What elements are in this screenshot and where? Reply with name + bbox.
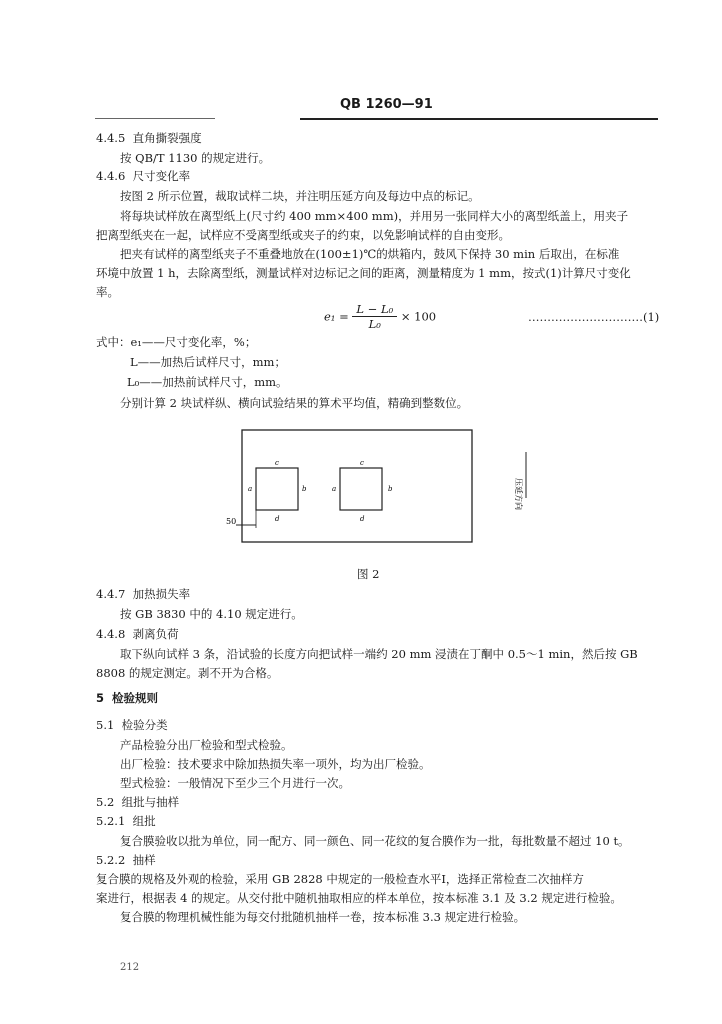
paragraph: 出厂检验：技术要求中除加热损失率一项外，均为出厂检验。 [120, 757, 431, 771]
section-title: 组批 [132, 814, 156, 828]
section-5-2-1-heading [96, 814, 156, 828]
section-5-1-heading [96, 718, 168, 732]
formula [324, 302, 436, 331]
section-title: 尺寸变化率 [132, 169, 191, 183]
paragraph: 将每块试样放在离型纸上(尺寸约 400 mm×400 mm)，并用另一张同样大小的离型纸盖上，用夹子 [120, 209, 629, 223]
paragraph: 把夹有试样的离型纸夹子不重叠地放在(100±1)℃的烘箱内，鼓风下保持 30 min 后取出，在标准 [120, 247, 620, 261]
direction-label: 压延方向 [514, 478, 523, 510]
specimen-right [340, 468, 382, 510]
section-number: 4.4.7 [96, 587, 126, 601]
section-number: 5.1 [96, 718, 115, 732]
section-number: 4.4.8 [96, 627, 126, 641]
figure-caption: 图 2 [357, 567, 380, 581]
doc-code: QB 1260—91 [340, 97, 433, 112]
section-number: 4.4.6 [96, 169, 126, 183]
section-4-4-5-body: 按 QB/T 1130 的规定进行。 [120, 151, 271, 165]
formula-fraction [352, 302, 397, 331]
page-number: 212 [120, 962, 140, 973]
paragraph: 复合膜验收以批为单位，同一配方、同一颜色、同一花纹的复合膜作为一批，每批数量不超过 10 t。 [120, 834, 630, 848]
label-c-right: c [360, 459, 364, 467]
section-number: 5.2 [96, 795, 115, 809]
section-title: 剥离负荷 [132, 627, 179, 641]
label-a-left: a [248, 485, 253, 493]
specimen-left [256, 468, 298, 510]
section-title: 组批与抽样 [121, 795, 180, 809]
paragraph: 型式检验：一般情况下至少三个月进行一次。 [120, 776, 350, 790]
paragraph: 分别计算 2 块试样纵、横向试验结果的算术平均值，精确到整数位。 [120, 396, 469, 410]
label-c-left: c [275, 459, 279, 467]
label-a-right: a [332, 485, 337, 493]
variable-definition: L——加热后试样尺寸，mm； [130, 355, 286, 369]
section-5-2-2-heading [96, 853, 156, 867]
equation-number: …………………………(1) [528, 310, 660, 324]
chapter-5-heading [96, 691, 158, 705]
section-title: 加热损失率 [132, 587, 191, 601]
paragraph: 环境中放置 1 h，去除离型纸，测量试样对边标记之间的距离，测量精度为 1 mm，按式(1)计算尺寸变化 [96, 266, 631, 280]
header-rule-left [95, 118, 215, 119]
formula-denominator: L₀ [368, 317, 381, 331]
section-4-4-5-heading [96, 131, 202, 145]
label-b-right: b [388, 485, 393, 493]
formula-numerator: L − L₀ [352, 302, 397, 317]
paragraph: 率。 [96, 285, 119, 299]
paragraph: 取下纵向试样 3 条，沿试验的长度方向把试样一端约 20 mm 浸渍在丁酮中 0.5～1 min，然后按 GB [120, 647, 638, 661]
paragraph: 案进行，根据表 4 的规定。从交付批中随机抽取相应的样本单位，按本标准 3.1 及 3.2 规定进行检验。 [96, 891, 622, 905]
section-4-4-8-heading [96, 627, 179, 641]
figure-2-diagram [222, 428, 542, 550]
label-d-left: d [275, 515, 280, 523]
paragraph: 复合膜的规格及外观的检验，采用 GB 2828 中规定的一般检查水平Ⅰ，选择正常检查二次抽样方 [96, 872, 584, 886]
section-4-4-7-heading [96, 587, 190, 601]
label-b-left: b [302, 485, 307, 493]
section-title: 直角撕裂强度 [132, 131, 202, 145]
header-rule-right [300, 118, 658, 120]
label-d-right: d [360, 515, 365, 523]
dimension-label: 50 [226, 517, 237, 526]
section-4-4-7-body: 按 GB 3830 中的 4.10 规定进行。 [120, 607, 303, 621]
section-5-2-heading [96, 795, 179, 809]
sheet-outline [242, 430, 472, 542]
section-title: 检验规则 [112, 691, 159, 705]
paragraph: 产品检验分出厂检验和型式检验。 [120, 738, 293, 752]
section-title: 抽样 [132, 853, 156, 867]
section-number: 4.4.5 [96, 131, 126, 145]
section-number: 5.2.2 [96, 853, 126, 867]
paragraph: 把离型纸夹在一起，试样应不受离型纸或夹子的约束，以免影响试样的自由变形。 [96, 228, 510, 242]
section-number: 5 [96, 691, 105, 705]
formula-rhs: × 100 [400, 309, 437, 324]
formula-lhs: e₁ = [324, 309, 349, 324]
paragraph: 按图 2 所示位置，裁取试样二块，并注明压延方向及每边中点的标记。 [120, 189, 480, 203]
paragraph: 复合膜的物理机械性能为每交付批随机抽样一卷，按本标准 3.3 规定进行检验。 [120, 910, 526, 924]
variable-definitions: 式中：e₁——尺寸变化率，%； [96, 335, 257, 349]
variable-definition: L₀——加热前试样尺寸，mm。 [127, 375, 288, 389]
section-title: 检验分类 [121, 718, 168, 732]
section-4-4-6-heading [96, 169, 190, 183]
section-number: 5.2.1 [96, 814, 126, 828]
paragraph: 8808 的规定测定。剥不开为合格。 [96, 666, 279, 680]
